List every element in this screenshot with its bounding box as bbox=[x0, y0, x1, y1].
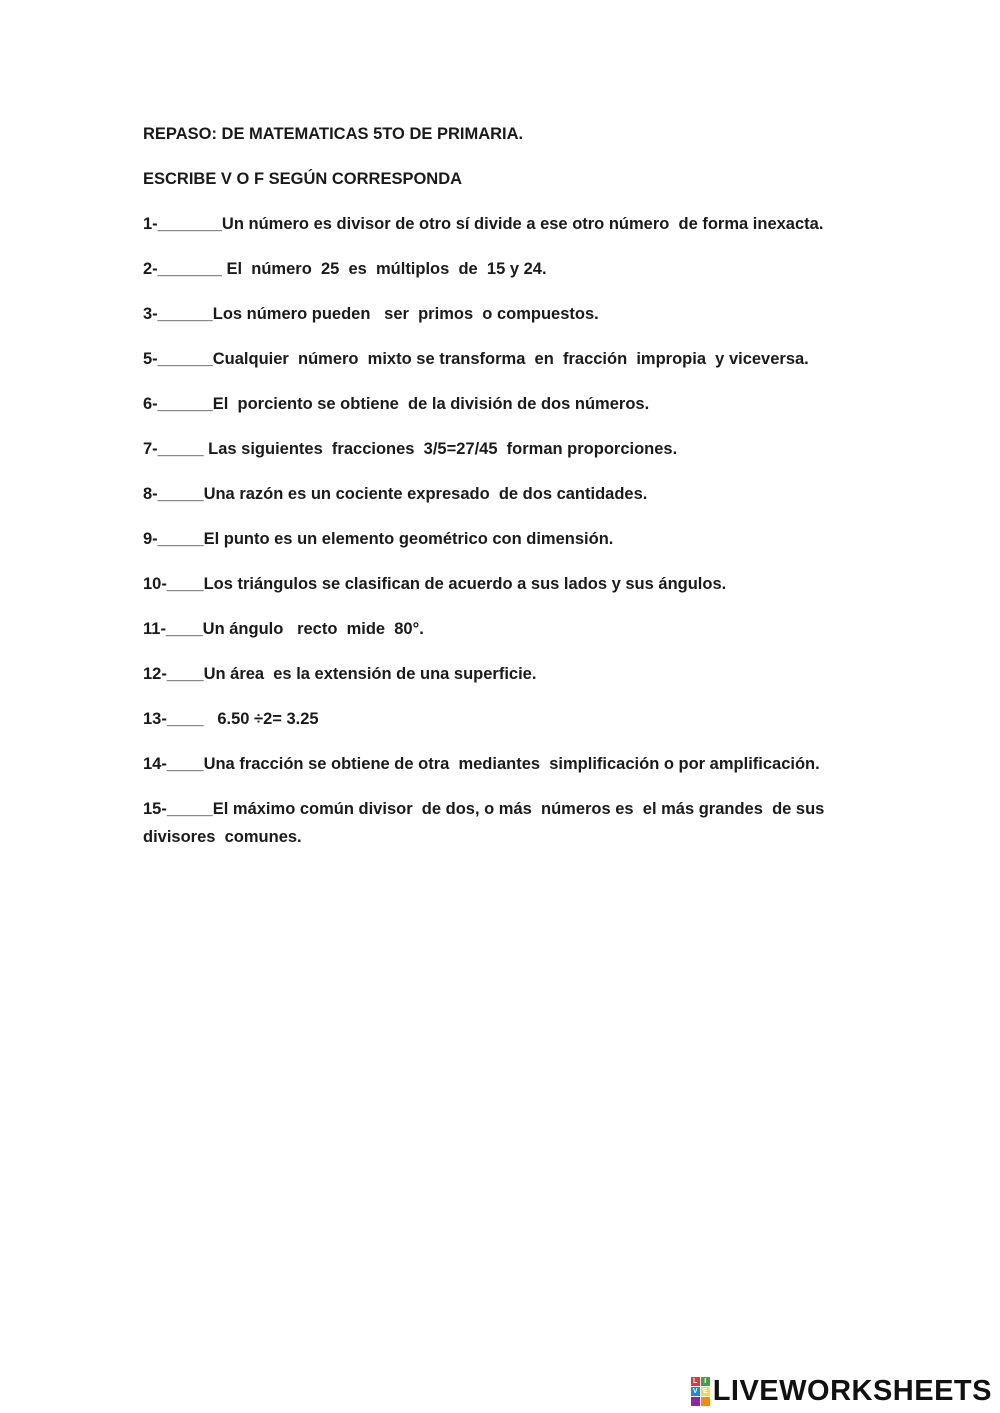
answer-blank[interactable]: 2-_______ bbox=[143, 260, 222, 278]
question-item-7[interactable] bbox=[143, 435, 883, 463]
question-item-9[interactable] bbox=[143, 525, 883, 553]
answer-blank[interactable]: 6-______ bbox=[143, 395, 213, 413]
answer-blank[interactable]: 14-____ bbox=[143, 755, 204, 773]
answer-blank[interactable]: 3-______ bbox=[143, 305, 213, 323]
answer-blank[interactable]: 1-_______ bbox=[143, 215, 222, 233]
answer-blank[interactable]: 5-______ bbox=[143, 350, 213, 368]
question-item-14[interactable] bbox=[143, 750, 883, 778]
question-text: Cualquier número mixto se transforma en fracción impropia y viceversa. bbox=[212, 350, 809, 368]
question-item-1[interactable] bbox=[143, 210, 883, 238]
liveworksheets-logo-icon bbox=[691, 1377, 710, 1406]
question-item-3[interactable] bbox=[143, 300, 883, 328]
logo-tile: I bbox=[701, 1377, 710, 1386]
question-text: Un área es la extensión de una superficie. bbox=[203, 665, 537, 683]
question-text: Los triángulos se clasifican de acuerdo a sus lados y sus ángulos. bbox=[203, 575, 727, 593]
logo-tile bbox=[701, 1397, 710, 1406]
question-text: El punto es un elemento geométrico con dimensión. bbox=[203, 530, 614, 548]
question-item-2[interactable] bbox=[143, 255, 883, 283]
question-item-15[interactable] bbox=[143, 795, 883, 851]
answer-blank[interactable]: 9-_____ bbox=[143, 530, 204, 548]
worksheet-instruction: ESCRIBE V O F SEGÚN CORRESPONDA bbox=[143, 170, 463, 188]
liveworksheets-brand[interactable] bbox=[691, 1375, 992, 1407]
answer-blank[interactable]: 15-_____ bbox=[143, 800, 213, 818]
logo-tile: V bbox=[691, 1387, 700, 1396]
answer-blank[interactable]: 8-_____ bbox=[143, 485, 204, 503]
worksheet-content bbox=[143, 120, 883, 868]
question-text: Un número es divisor de otro sí divide a ese otro número de forma inexacta. bbox=[221, 215, 824, 233]
question-item-6[interactable] bbox=[143, 390, 883, 418]
brand-name: LIVEWORKSHEETS bbox=[712, 1375, 992, 1407]
question-item-5[interactable] bbox=[143, 345, 883, 373]
question-text: Un ángulo recto mide 80°. bbox=[202, 620, 424, 638]
question-item-13[interactable] bbox=[143, 705, 883, 733]
question-text: 6.50 ÷2= 3.25 bbox=[203, 710, 319, 728]
question-item-11[interactable] bbox=[143, 615, 883, 643]
logo-tile bbox=[691, 1397, 700, 1406]
question-text: Las siguientes fracciones 3/5=27/45 forman proporciones. bbox=[203, 440, 678, 458]
question-text: El número 25 es múltiplos de 15 y 24. bbox=[221, 260, 547, 278]
logo-tile: E bbox=[701, 1387, 710, 1396]
answer-blank[interactable]: 13-____ bbox=[143, 710, 204, 728]
question-text: El máximo común divisor de dos, o más números es el más grandes de sus divisores comunes. bbox=[143, 800, 829, 846]
answer-blank[interactable]: 11-____ bbox=[143, 620, 203, 638]
question-text: Una razón es un cociente expresado de dos cantidades. bbox=[203, 485, 648, 503]
question-text: Una fracción se obtiene de otra mediantes simplificación o por amplificación. bbox=[203, 755, 820, 773]
question-item-8[interactable] bbox=[143, 480, 883, 508]
worksheet-title: REPASO: DE MATEMATICAS 5TO DE PRIMARIA. bbox=[143, 125, 524, 143]
answer-blank[interactable]: 10-____ bbox=[143, 575, 204, 593]
logo-tile: L bbox=[691, 1377, 700, 1386]
question-item-12[interactable] bbox=[143, 660, 883, 688]
question-text: Los número pueden ser primos o compuestos. bbox=[212, 305, 599, 323]
answer-blank[interactable]: 12-____ bbox=[143, 665, 204, 683]
answer-blank[interactable]: 7-_____ bbox=[143, 440, 204, 458]
question-item-10[interactable] bbox=[143, 570, 883, 598]
question-text: El porciento se obtiene de la división de dos números. bbox=[212, 395, 650, 413]
